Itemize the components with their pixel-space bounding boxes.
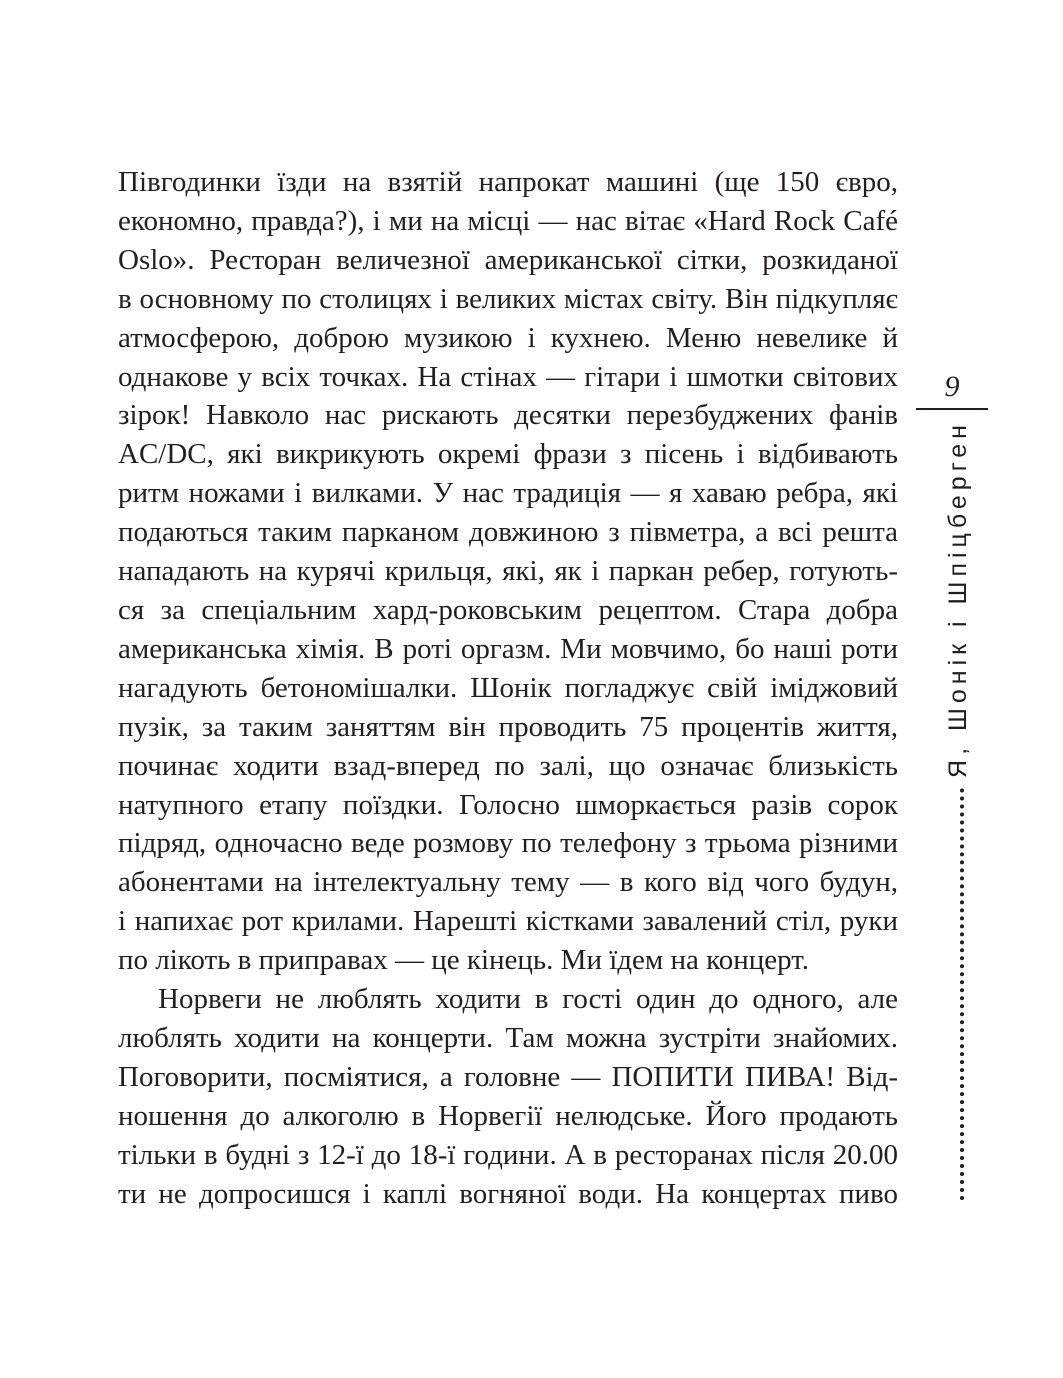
text-line: підряд, одночасно веде розмову по телефону з трьома різними [118,827,898,860]
text-line: Поговорити, посміятися, а головне — ПОПИТИ ПИВА! Від- [118,1060,898,1093]
running-header-rotated [938,420,978,1200]
text-line: Півгодинки їзди на взятій напрокат машині (ще 150 євро, [118,166,898,198]
text-line: економно, правда?), і ми на місці — нас вітає «Hard Rock Café [118,204,898,237]
text-line: подаються таким парканом довжиною з півметра, а всі решта [118,516,898,549]
text-line: люблять ходити на концерти. Там можна зустріти знайомих. [118,1021,898,1054]
text-line: атмосферою, доброю музикою і кухнею. Меню невелике й [118,321,898,354]
page-number: 9 [944,370,960,403]
text-line: абонентами на інтелектуальну тему — в кого від чого будун, [118,866,898,899]
text-line: Норвеги не люблять ходити в гості один до одного, але [158,983,898,1016]
text-line: однакове у всіх точках. На стінах — гітари і шмотки світових [118,360,898,393]
text-line: зірок! Навколо нас рискають десятки перезбуджених фанів [118,399,898,432]
page-number-rule [916,408,988,410]
text-line: американська хімія. В роті оргазм. Ми мовчимо, бо наші роти [118,632,898,665]
text-line: ти не допросишся і каплі вогняної води. На концертах пиво [118,1177,898,1210]
text-line: AC/DC, які викрикують окремі фрази з пісень і відбивають [118,438,898,471]
text-line: Oslo». Ресторан величезної американської сітки, розкиданої [118,243,898,276]
text-line: пузік, за таким заняттям він проводить 75 процентів життя, [118,710,898,743]
text-line: і напихає рот крилами. Нарешті кістками завалений стіл, руки [118,905,898,938]
text-line: тільки в будні з 12-ї до 18-ї години. А в ресторанах після 20.00 [118,1138,898,1171]
text-line: ся за спеціальним хард-роковським рецептом. Стара добра [118,593,898,626]
dot-leader [960,788,964,1200]
text-line: починає ходити взад-вперед по залі, що означає близькість [118,749,898,782]
text-line: ношення до алкоголю в Норвегії нелюдське. Його продають [118,1099,898,1132]
running-header [932,420,972,1200]
text-line: по лікоть в приправах — це кінець. Ми їдем на концерт. [118,944,810,977]
text-line: ритм ножами і вилками. У нас традиція — я хаваю ребра, які [118,477,898,510]
text-line: натупного етапу поїздки. Голосно шморкається разів сорок [118,788,898,821]
running-title: Я, Шонік і Шпіцберген [943,420,972,778]
text-line: в основному по столицях і великих містах світу. Він підкупляє [118,282,898,315]
text-line: нагадують бетономішалки. Шонік погладжує свій іміджовий [118,671,898,704]
text-line: нападають на курячі крильця, які, як і паркан ребер, готують- [118,555,898,588]
body-text [118,163,898,1213]
